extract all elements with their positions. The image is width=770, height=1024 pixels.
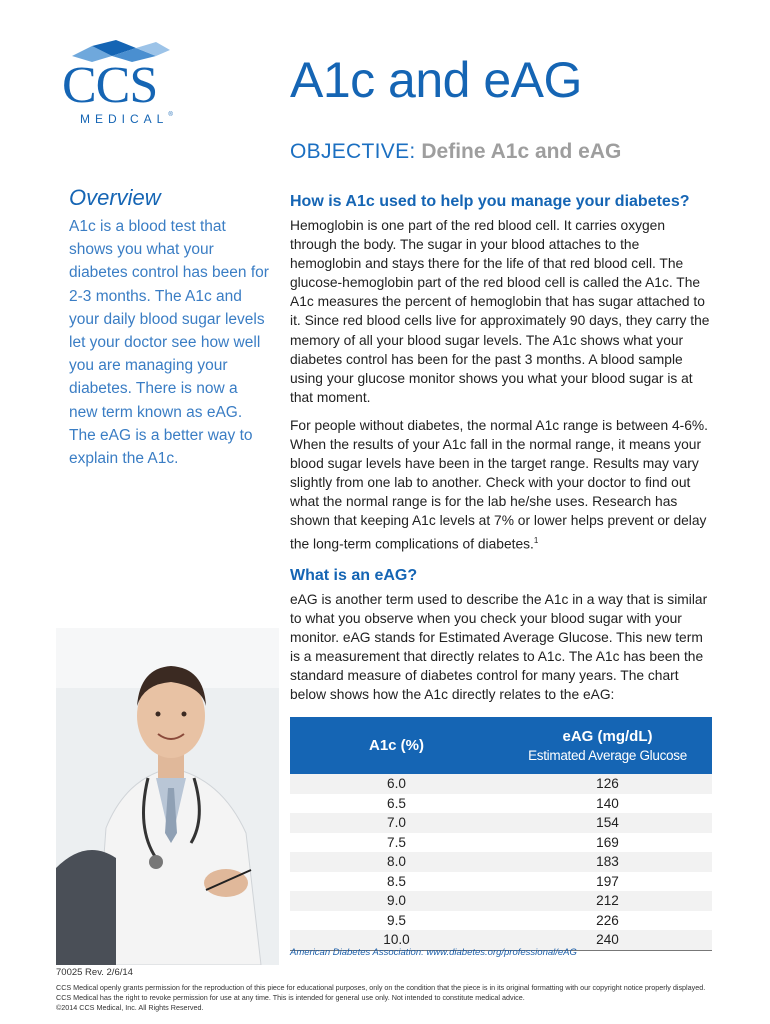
cell-eag: 169: [503, 833, 712, 853]
table-row: [290, 833, 712, 853]
cell-eag: 197: [503, 872, 712, 892]
cell-eag: 240: [503, 930, 712, 950]
table-body: [290, 774, 712, 950]
cell-a1c: 10.0: [290, 930, 503, 950]
cell-a1c: 6.5: [290, 794, 503, 814]
column-header-a1c: A1c (%): [290, 717, 503, 774]
cell-eag: 126: [503, 774, 712, 794]
table-row: [290, 852, 712, 872]
cell-eag: 212: [503, 891, 712, 911]
page-title: A1c and eAG: [290, 52, 582, 108]
table-row: [290, 774, 712, 794]
table-row: [290, 911, 712, 931]
logo-ccs-text: CCS: [62, 57, 158, 114]
cell-a1c: 6.0: [290, 774, 503, 794]
cell-a1c: 9.5: [290, 911, 503, 931]
footnote-marker: 1: [533, 535, 539, 545]
footer-line-3: ©2014 CCS Medical, Inc. All Rights Reserved.: [56, 1002, 204, 1012]
table-row: [290, 891, 712, 911]
cell-eag: 154: [503, 813, 712, 833]
objective-value: Define A1c and eAG: [421, 140, 622, 163]
ccs-medical-logo: [62, 38, 202, 130]
section1-paragraph1: Hemoglobin is one part of the red blood cell. It carries oxygen through the body. The sugar in your blood attaches to the hemoglobin and stays there for the life of that red blood cell. The glucose-hemoglobin part of the red blood cell is called the A1c. The A1c measures the percent of hemoglobin that has sugar attached to it. Since red blood cells live for approximately 90 days, they carry the memory of all your blood sugar levels. The A1c shows what your diabetes control has been for the past 3 months. A blood sample using your glucose monitor shows you what your blood sugar is at that moment.: [290, 218, 710, 405]
logo-medical-text: MEDICAL®: [80, 112, 173, 126]
objective-label: OBJECTIVE:: [290, 140, 416, 163]
column-header-eag: eAG (mg/dL) Estimated Average Glucose: [503, 717, 712, 774]
section2-heading: What is an eAG?: [290, 567, 418, 584]
section2-paragraph: eAG is another term used to describe the A1c in a way that is similar to what you observe when you check your blood sugar with your monitor. eAG stands for Estimated Average Glucose. This new term is a measurement that directly relates to A1c. The A1c has been the standard measure of diabetes control for many years. The chart below shows how the A1c directly relates to the eAG:: [290, 592, 708, 703]
footer-line-2: CCS Medical has the right to revoke permission for use at any time. This is intended for general use only. Not intended to constitute medical advice.: [56, 992, 525, 1002]
table-row: [290, 872, 712, 892]
cell-a1c: 8.5: [290, 872, 503, 892]
cell-eag: 226: [503, 911, 712, 931]
overview-text: A1c is a blood test that shows you what your diabetes control has been for 2-3 months. The A1c and your daily blood sugar levels let your doctor see how well you are managing your diabetes. There is now a new term known as eAG. The eAG is a better way to explain the A1c.: [69, 218, 269, 468]
objective-line: [290, 140, 621, 164]
cell-a1c: 7.0: [290, 813, 503, 833]
document-code: 70025 Rev. 2/6/14: [56, 967, 133, 978]
footer-line-1: CCS Medical openly grants permission for the reproduction of this piece for educational purposes, only on the condition that the piece is in its original formatting with our copyright notice properly displayed.: [56, 983, 706, 992]
a1c-eag-table: [290, 717, 712, 951]
doctor-photo: [56, 628, 279, 965]
section1-paragraph2: For people without diabetes, the normal A1c range is between 4-6%. When the results of your A1c fall in the normal range, it means your blood sugar levels have been in the target range. Results may vary slightly from one lab to another. Check with your doctor to find out what the normal range is for the lab he/she uses. Research has shown that keeping A1c levels at 7% or lower helps prevent or delay the long-term complications of diabetes.$^1$: [290, 418, 708, 552]
table-row: [290, 794, 712, 814]
cell-eag: 183: [503, 852, 712, 872]
column-subheader-eag: Estimated Average Glucose: [528, 747, 687, 763]
cell-eag: 140: [503, 794, 712, 814]
section1-heading: How is A1c used to help you manage your diabetes?: [290, 193, 690, 210]
cell-a1c: 7.5: [290, 833, 503, 853]
table-row: [290, 813, 712, 833]
footer-legal: [56, 983, 716, 1012]
table-source: American Diabetes Association: www.diabetes.org/professional/eAG: [290, 947, 577, 958]
cell-a1c: 9.0: [290, 891, 503, 911]
cell-a1c: 8.0: [290, 852, 503, 872]
overview-heading: Overview: [69, 185, 161, 210]
